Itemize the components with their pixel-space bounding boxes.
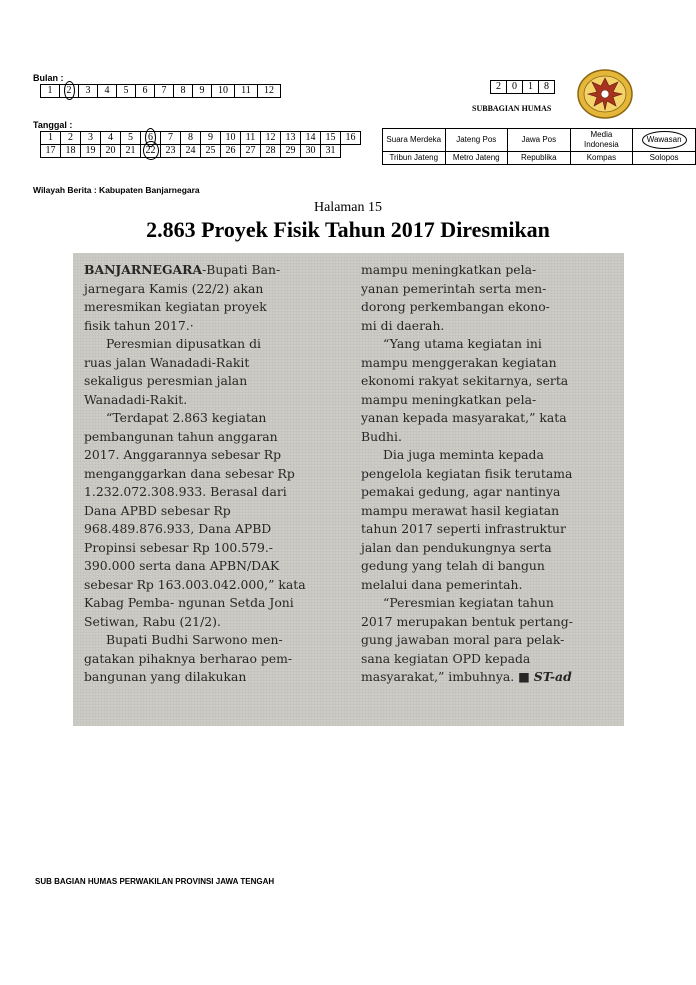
tanggal-row2-cell: 19: [81, 145, 101, 158]
article-line: Wanadadi-Rakit.: [84, 391, 188, 407]
article-line: dorong perkembangan ekono-: [361, 299, 550, 314]
article-line: Dana APBD sebesar Rp: [84, 502, 231, 518]
tanggal-row2-cell: 25: [201, 145, 221, 158]
end-square-icon: ■: [514, 669, 534, 684]
tanggal-row1-cell: 9: [201, 132, 221, 145]
article-line: Budhi.: [361, 428, 402, 444]
bulan-row-cell: 10: [212, 85, 235, 98]
tanggal-row2-cell: 26: [221, 145, 241, 158]
tanggal-row1-cell: 16: [341, 132, 361, 145]
tanggal-row1-cell: 10: [221, 132, 241, 145]
tanggal-row2-cell: 29: [281, 145, 301, 158]
newspaper-cell: Wawasan: [633, 129, 696, 152]
article-line: jarnegara Kamis (22/2) akan: [84, 280, 264, 296]
newspaper-cell: Kompas: [570, 152, 633, 165]
dateline: BANJARNEGARA: [84, 262, 203, 277]
tanggal-row2-cell: 21: [121, 145, 141, 158]
article-line: Setiwan, Rabu (21/2).: [84, 613, 221, 629]
article-line: ruas jalan Wanadadi-Rakit: [84, 354, 250, 370]
newspaper-clipping: [73, 253, 624, 726]
article-line: gatakan pihaknya berharao pem-: [84, 650, 293, 666]
tanggal-row1-cell: 8: [181, 132, 201, 145]
tanggal-row2-cell: 31: [321, 145, 341, 158]
tanggal-row1-cell: 7: [161, 132, 181, 145]
article-line: pengelola kegiatan fisik terutama: [361, 465, 573, 481]
garuda-seal-icon: [576, 68, 634, 120]
article-line: “Yang utama kegiatan ini: [383, 336, 542, 351]
newspaper-cell: Suara Merdeka: [383, 129, 446, 152]
article-line: sana kegiatan OPD kepada: [361, 650, 531, 666]
tanggal-row1-cell: 15: [321, 132, 341, 145]
bulan-row-cell: 2: [60, 85, 79, 98]
tanggal-row1-cell: 5: [121, 132, 141, 145]
tanggal-label: Tanggal :: [33, 120, 73, 130]
tanggal-row1-cell: 1: [41, 132, 61, 145]
signoff: ST-ad: [533, 669, 572, 684]
tanggal-grid: [40, 131, 361, 158]
page-number: Halaman 15: [313, 200, 383, 215]
newspaper-cell: Solopos: [633, 152, 696, 165]
article-line: mampu menggerakan kegiatan: [361, 354, 557, 370]
newspaper-cell: Republika: [507, 152, 570, 165]
year-row-cell: 1: [523, 81, 539, 94]
tanggal-row1-cell: 6: [141, 132, 161, 145]
newspaper-cell: Tribun Jateng: [383, 152, 446, 165]
article-line: mampu meningkatkan pela-: [361, 262, 537, 277]
article-line: mampu meningkatkan pela-: [361, 391, 537, 407]
tanggal-row2-cell: 30: [301, 145, 321, 158]
tanggal-row2-cell: 20: [101, 145, 121, 158]
newspaper-cell: Media Indonesia: [570, 129, 633, 152]
article-line: meresmikan kegiatan proyek: [84, 299, 267, 314]
newspaper-cell: Jateng Pos: [445, 129, 507, 152]
article-line: bangunan yang dilakukan: [84, 669, 247, 684]
article-line: Kabag Pemba- ngunan Setda Joni: [84, 595, 294, 610]
tanggal-row2-cell: 22: [141, 145, 161, 158]
bulan-grid: [40, 84, 281, 98]
bulan-row-cell: 3: [79, 85, 98, 98]
newspaper-cell: Metro Jateng: [445, 152, 507, 165]
article-line: 390.000 serta dana APBN/DAK: [84, 558, 280, 573]
article-line: gedung yang telah di bangun: [361, 558, 545, 573]
article-line: “Terdapat 2.863 kegiatan: [106, 410, 267, 425]
bulan-row-cell: 8: [174, 85, 193, 98]
bulan-label: Bulan :: [33, 73, 64, 83]
article-line: menganggarkan dana sebesar Rp: [84, 465, 295, 481]
tanggal-row2-cell: 28: [261, 145, 281, 158]
tanggal-row1-cell: 12: [261, 132, 281, 145]
article-line: 1.232.072.308.933. Berasal dari: [84, 484, 287, 499]
bulan-row-cell: 7: [155, 85, 174, 98]
footer: SUB BAGIAN HUMAS PERWAKILAN PROVINSI JAWA TENGAH: [35, 877, 275, 886]
article-line: sebesar Rp 163.003.042.000,” kata: [84, 576, 306, 592]
tanggal-row2-cell: 18: [61, 145, 81, 158]
article-line: pemakai gedung, agar nantinya: [361, 484, 561, 499]
year-grid: [490, 80, 555, 94]
headline: 2.863 Proyek Fisik Tahun 2017 Diresmikan: [146, 217, 550, 242]
article-line: Bupati Budhi Sarwono men-: [106, 632, 283, 647]
bulan-row-cell: 5: [117, 85, 136, 98]
tanggal-row2-cell: 27: [241, 145, 261, 158]
tanggal-row2-cell: 17: [41, 145, 61, 158]
article-line: 2017 merupakan bentuk pertang-: [361, 613, 573, 629]
article-line: Propinsi sebesar Rp 100.579.-: [84, 539, 273, 555]
article-line: tahun 2017 seperti infrastruktur: [361, 521, 566, 536]
article-line: mi di daerah.: [361, 317, 445, 333]
article-line: 2017. Anggarannya sebesar Rp: [84, 447, 282, 462]
tanggal-row1-cell: 11: [241, 132, 261, 145]
article-line: melalui dana pemerintah.: [361, 576, 523, 592]
article-line: yanan pemerintah serta men-: [361, 280, 547, 296]
newspaper-table: [382, 128, 696, 165]
tanggal-row2-cell: 24: [181, 145, 201, 158]
bulan-row-cell: 11: [235, 85, 258, 98]
subbagian-humas: SUBBAGIAN HUMAS: [472, 104, 552, 113]
tanggal-row1-cell: 2: [61, 132, 81, 145]
article-line: 968.489.876.933, Dana APBD: [84, 521, 272, 536]
article-line: yanan kepada masyarakat,” kata: [361, 410, 567, 425]
wilayah-berita: Wilayah Berita : Kabupaten Banjarnegara: [33, 185, 200, 195]
tanggal-row1-cell: 4: [101, 132, 121, 145]
tanggal-row2-cell: 23: [161, 145, 181, 158]
year-row-cell: 8: [539, 81, 555, 94]
bulan-row-cell: 6: [136, 85, 155, 98]
article-line: Peresmian dipusatkan di: [106, 336, 261, 351]
article-line: sekaligus peresmian jalan: [84, 373, 248, 388]
tanggal-row1-cell: 14: [301, 132, 321, 145]
article-line: BANJARNEGARA-Bupati Ban-: [84, 262, 281, 277]
bulan-row-cell: 1: [41, 85, 60, 98]
bulan-row-cell: 12: [258, 85, 281, 98]
article-line: jalan dan pendukungnya serta: [361, 539, 552, 555]
article-line: gung jawaban moral para pelak-: [361, 632, 565, 647]
article-line: “Peresmian kegiatan tahun: [383, 595, 554, 610]
article-column-left: [84, 261, 346, 687]
article-line: pembangunan tahun anggaran: [84, 428, 278, 444]
article-column-right: [361, 261, 617, 687]
article-line: masyarakat,” imbuhnya. ■ ST-ad: [361, 669, 572, 684]
article-line: fisik tahun 2017.·: [84, 317, 194, 333]
tanggal-row1-cell: 13: [281, 132, 301, 145]
article-line: mampu merawat hasil kegiatan: [361, 502, 560, 518]
article-line: Dia juga meminta kepada: [383, 447, 544, 462]
bulan-row-cell: 9: [193, 85, 212, 98]
year-row-cell: 0: [507, 81, 523, 94]
year-row-cell: 2: [491, 81, 507, 94]
newspaper-cell: Jawa Pos: [507, 129, 570, 152]
tanggal-row1-cell: 3: [81, 132, 101, 145]
article-line: ekonomi rakyat sekitarnya, serta: [361, 373, 569, 388]
bulan-row-cell: 4: [98, 85, 117, 98]
